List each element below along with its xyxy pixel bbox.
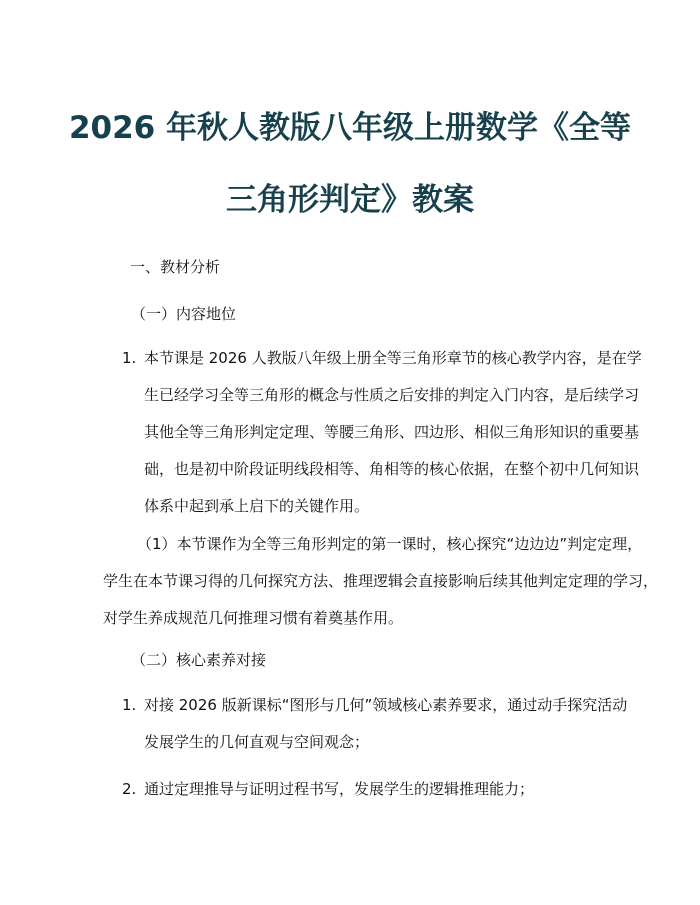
- text-line: 对学生养成规范几何推理习惯有着奠基作用。: [103, 609, 404, 627]
- text-line: 对接 2026 版新课标“图形与几何”领域核心素养要求，通过动手探究活动: [144, 696, 628, 714]
- list-item-number: 1.: [122, 349, 137, 367]
- subsection-heading-content-position: （一）内容地位: [131, 305, 237, 323]
- text-line: （1）本节课作为全等三角形判定的第一课时，核心探究“边边边”判定定理，: [137, 535, 643, 553]
- text-line: 学生在本节课习得的几何探究方法、推理逻辑会直接影响后续其他判定定理的学习，: [103, 572, 659, 590]
- list-item-text: [144, 347, 642, 532]
- text-line: 生已经学习全等三角形的概念与性质之后安排的判定入门内容，是后续学习: [144, 386, 640, 404]
- list-item-text: [144, 694, 627, 768]
- document-title-line-2: 三角形判定》教案: [226, 182, 474, 218]
- subsection-heading-core-literacy: （二）核心素养对接: [131, 651, 267, 669]
- list-item-number: 1.: [122, 696, 137, 714]
- text-line: 其他全等三角形判定定理、等腰三角形、四边形、相似三角形知识的重要基: [144, 423, 640, 441]
- list-item-number: 2.: [122, 780, 137, 798]
- section-heading-textbook-analysis: 一、教材分析: [130, 258, 221, 276]
- text-line: 通过定理推导与证明过程书写，发展学生的逻辑推理能力；: [144, 780, 535, 798]
- text-line: 础，也是初中阶段证明线段相等、角相等的核心依据，在整个初中几何知识: [144, 460, 640, 478]
- paragraph: [103, 533, 658, 644]
- text-line: 发展学生的几何直观与空间观念；: [144, 733, 370, 751]
- list-item-text: [144, 778, 534, 815]
- document-title-line-1: 2026 年秋人教版八年级上册数学《全等: [68, 110, 632, 146]
- text-line: 体系中起到承上启下的关键作用。: [144, 497, 370, 515]
- text-line: 本节课是 2026 人教版八年级上册全等三角形章节的核心教学内容，是在学: [144, 349, 642, 367]
